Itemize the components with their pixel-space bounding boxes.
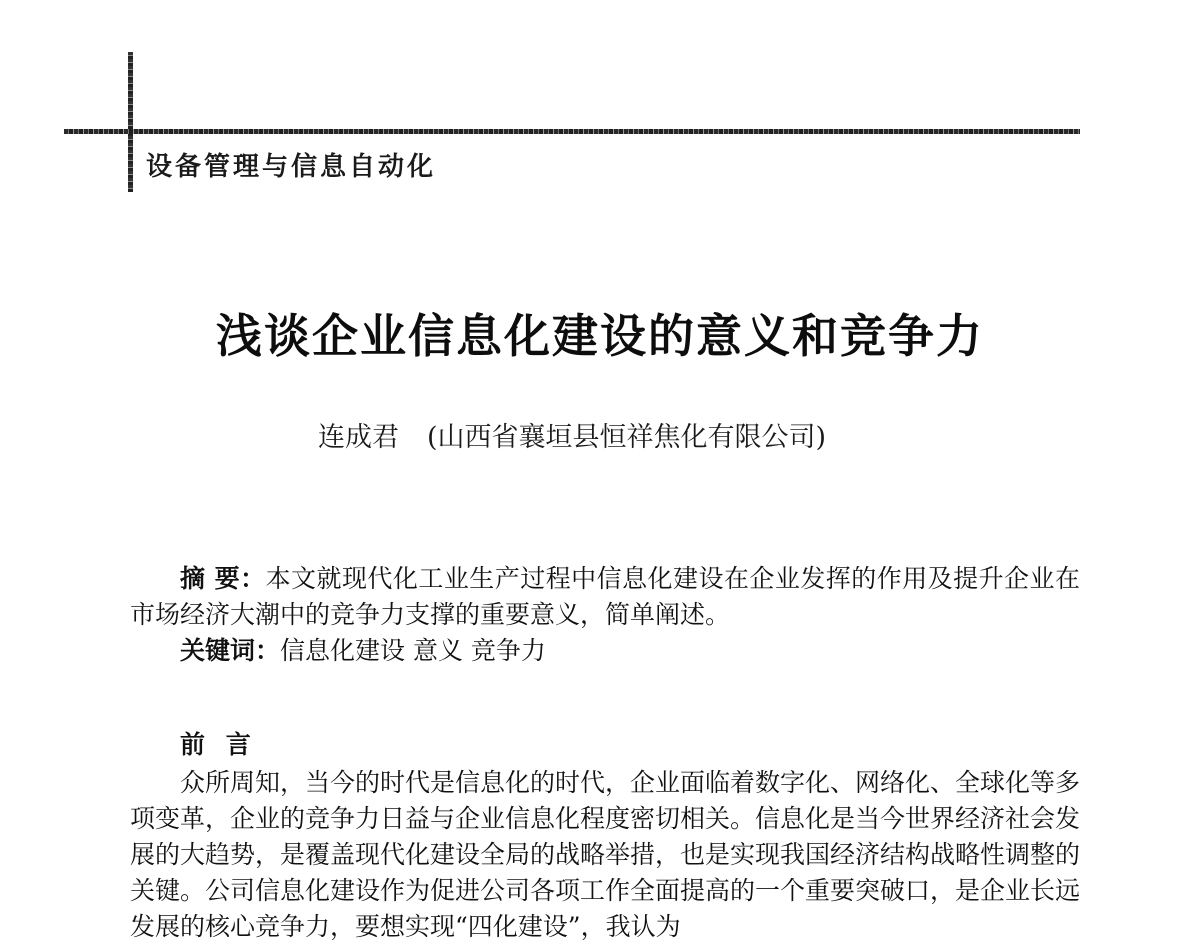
keywords-label: 关键词： (180, 636, 281, 665)
keywords-text: 信息化建设 意义 竞争力 (280, 636, 546, 665)
section-header: 设备管理与信息自动化 (146, 152, 437, 182)
abstract-text: 本文就现代化工业生产过程中信息化建设在企业发挥的作用及提升企业在市场经济大潮中的竞争力支撑的重要意义，简单阐述。 (130, 564, 1080, 629)
intro-heading: 前 言 (180, 730, 257, 759)
author-affiliation: (山西省襄垣县恒祥焦化有限公司) (427, 422, 827, 453)
abstract-paragraph (130, 561, 1080, 633)
intro-body-paragraph: 众所周知，当今的时代是信息化的时代，企业面临着数字化、网络化、全球化等多项变革，企业的竞争力日益与企业信息化程度密切相关。信息化是当今世界经济社会发展的大趋势，是覆盖现代化建设全局的战略举措，也是实现我国经济结构战略性调整的关键。公司信息化建设作为促进公司各项工作全面提高的一个重要突破口，是企业长远发展的核心竞争力，要想实现“四化建设”，我认为 (130, 768, 1081, 941)
author-name: 连成君 (318, 422, 399, 453)
article-title: 浅谈企业信息化建设的意义和竞争力 (216, 309, 984, 363)
abstract-label: 摘 要： (180, 564, 266, 593)
section-marker-horizontal-rule (64, 129, 1080, 134)
keywords-line (180, 633, 1080, 669)
section-marker-vertical-bar (128, 52, 133, 192)
byline (318, 415, 826, 454)
